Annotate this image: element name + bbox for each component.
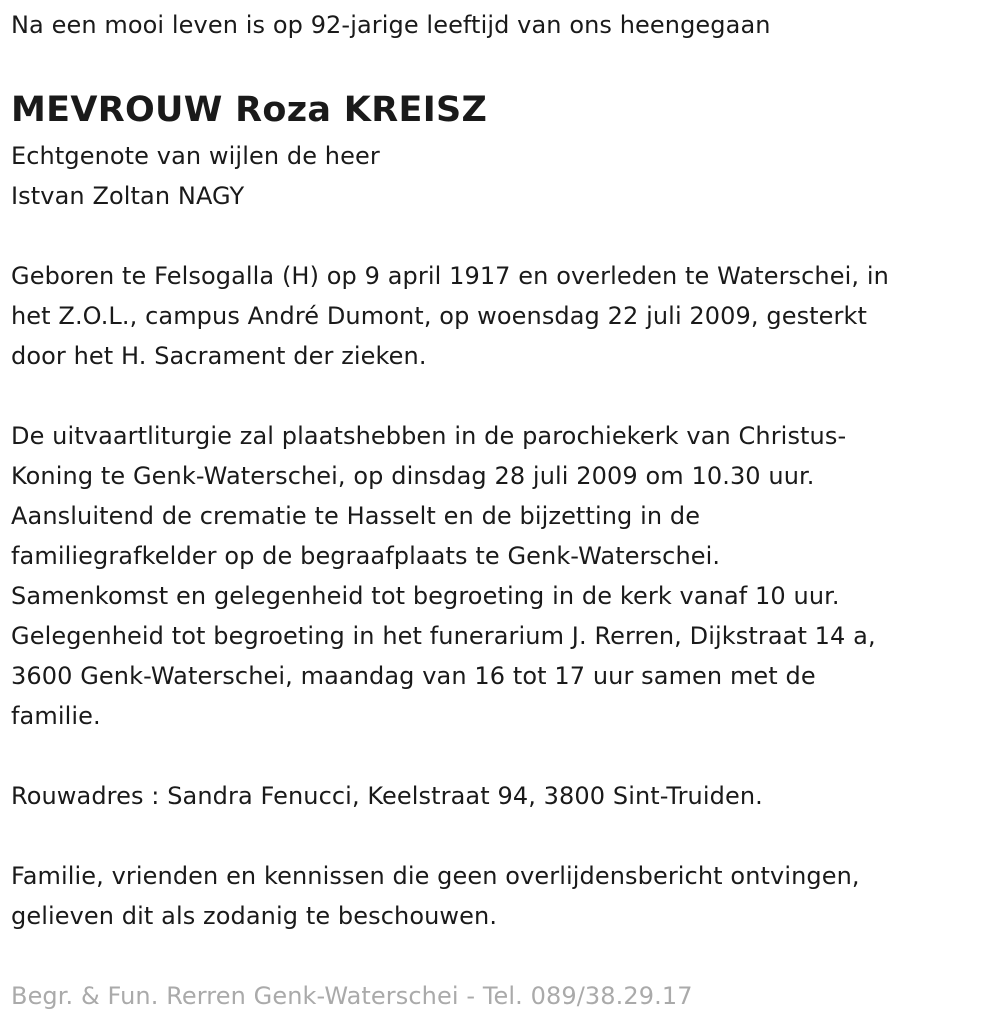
paragraph-line: Samenkomst en gelegenheid tot begroeting in de kerk vanaf 10 uur.: [11, 582, 840, 610]
funeral-paragraph: [11, 416, 986, 736]
paragraph-line: 3600 Genk-Waterschei, maandag van 16 tot 17 uur samen met de: [11, 662, 816, 690]
paragraph-line: gelieven dit als zodanig te beschouwen.: [11, 902, 498, 930]
obituary-notice: [11, 0, 986, 1016]
mourning-address: Rouwadres : Sandra Fenucci, Keelstraat 94, 3800 Sint-Truiden.: [11, 782, 763, 810]
intro-line: Na een mooi leven is op 92-jarige leeftijd van ons heengegaan: [11, 11, 771, 39]
paragraph-line: Koning te Genk-Waterschei, op dinsdag 28 juli 2009 om 10.30 uur.: [11, 462, 815, 490]
paragraph-line: familie.: [11, 702, 101, 730]
paragraph-line: Aansluitend de crematie te Hasselt en de bijzetting in de: [11, 502, 701, 530]
spouse-block: [11, 136, 986, 216]
paragraph-line: het Z.O.L., campus André Dumont, op woensdag 22 juli 2009, gesterkt: [11, 302, 868, 330]
closing-paragraph: [11, 856, 986, 936]
funeral-home-footer: Begr. & Fun. Rerren Genk-Waterschei - Tel. 089/38.29.17: [11, 982, 693, 1010]
paragraph-line: Geboren te Felsogalla (H) op 9 april 1917 en overleden te Waterschei, in: [11, 262, 889, 290]
spouse-line: Echtgenote van wijlen de heer: [11, 142, 380, 170]
paragraph-line: door het H. Sacrament der zieken.: [11, 342, 427, 370]
deceased-name: MEVROUW Roza KREISZ: [11, 90, 488, 130]
spouse-line: Istvan Zoltan NAGY: [11, 182, 245, 210]
birth-death-paragraph: [11, 256, 986, 376]
paragraph-line: Gelegenheid tot begroeting in het funerarium J. Rerren, Dijkstraat 14 a,: [11, 622, 876, 650]
paragraph-line: familiegrafkelder op de begraafplaats te Genk-Waterschei.: [11, 542, 721, 570]
paragraph-line: Familie, vrienden en kennissen die geen overlijdensbericht ontvingen,: [11, 862, 860, 890]
address-paragraph: [11, 776, 986, 816]
paragraph-line: De uitvaartliturgie zal plaatshebben in de parochiekerk van Christus-: [11, 422, 847, 450]
